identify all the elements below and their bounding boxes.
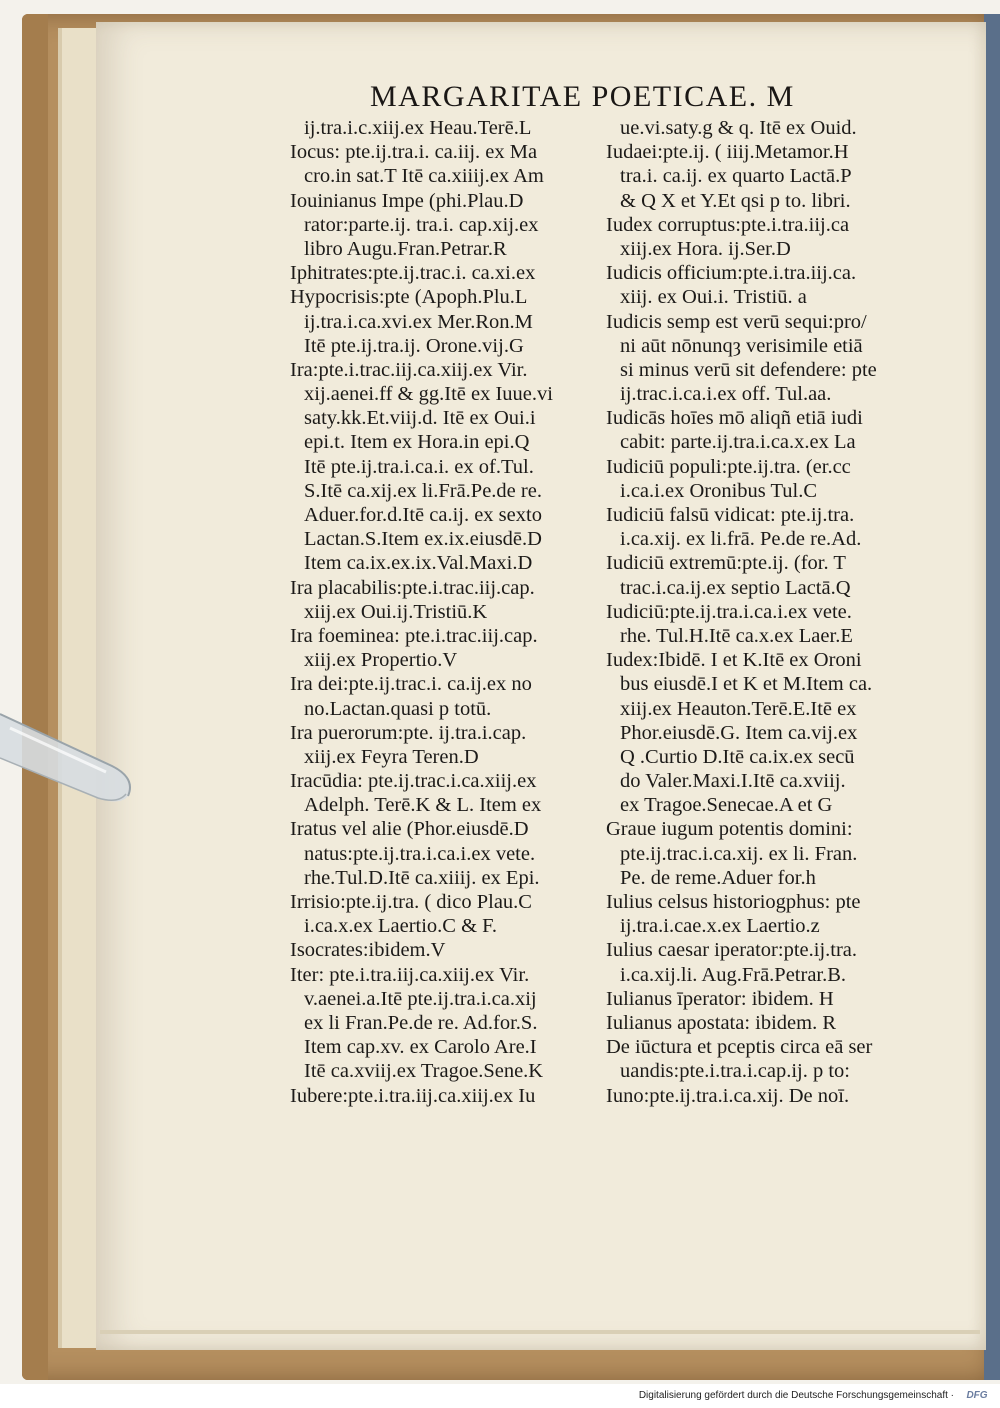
text-line: Graue iugum potentis domini: [606,818,853,841]
text-line: Aduer.for.d.Itē ca.ij. ex sexto [304,504,542,526]
running-head: MARGARITAE POETICAE. M [370,80,795,113]
text-line: ij.tra.i.cae.x.ex Laertio.z [620,915,820,938]
text-line: i.ca.i.ex Oronibus Tul.C [620,479,818,502]
text-line: Iudicās hoīes mō aliqñ etiā iudi [606,407,863,430]
left-text-column [290,116,595,1108]
text-line: Ira foeminea: pte.i.trac.iij.cap. [290,624,538,647]
text-line: cabit: parte.ij.tra.i.ca.x.ex La [620,431,856,454]
text-line: epi.t. Item ex Hora.in epi.Q [304,431,530,454]
text-line: pte.ij.trac.i.ca.xij. ex li. Fran. [620,842,858,865]
text-line: rhe.Tul.D.Itē ca.xiiij. ex Epi. [304,866,540,889]
text-line: Iulius celsus historiogphus: pte [606,891,861,913]
text-line: Iudicis officium:pte.i.tra.iij.ca. [606,262,857,285]
text-line: natus:pte.ij.tra.i.ca.i.ex vete. [304,842,536,865]
text-line: S.Itē ca.xij.ex li.Frā.Pe.de re. [304,479,542,502]
text-line: Ira placabilis:pte.i.trac.iij.cap. [290,576,535,599]
text-line: Irrisio:pte.ij.tra. ( dico Plau.C [290,891,532,913]
text-line: v.aenei.a.Itē pte.ij.tra.i.ca.xij [304,987,537,1010]
text-line: Iter: pte.i.tra.iij.ca.xiij.ex Vir. [290,963,530,986]
text-line: Iudiciū falsū vidicat: pte.ij.tra. [606,504,855,526]
text-line: Iudiciū populi:pte.ij.tra. (er.cc [606,455,851,478]
text-line: i.ca.x.ex Laertio.C & F. [304,915,498,938]
text-line: & Q X et Y.Et qsi p to. libri. [620,189,851,212]
text-line: Item cap.xv. ex Carolo Are.I [304,1036,537,1059]
text-line: Itē pte.ij.tra.i.ca.i. ex of.Tul. [304,455,534,478]
cover-edge [22,14,48,1380]
text-line: Iudiciū:pte.ij.tra.i.ca.i.ex vete. [606,600,852,623]
text-line: xiij.ex Heauton.Terē.E.Itē ex [620,697,857,720]
text-line: trac.i.ca.ij.ex septio Lactā.Q [620,576,851,599]
text-line: rator:parte.ij. tra.i. cap.xij.ex [304,213,539,236]
text-line: Pe. de reme.Aduer for.h [620,866,816,889]
text-line: Isocrates:ibidem.V [290,939,446,962]
text-line: no.Lactan.quasi p totū. [304,697,492,720]
text-line: rhe. Tul.H.Itē ca.x.ex Laer.E [620,624,853,647]
text-line: Iphitrates:pte.ij.trac.i. ca.xi.ex [290,262,536,285]
text-line: Iudex corruptus:pte.i.tra.iij.ca [606,213,850,236]
footer-bar [0,1384,1000,1408]
text-line: Iocus: pte.ij.tra.i. ca.iij. ex Ma [290,141,538,164]
text-line: Itē pte.ij.tra.ij. Orone.vij.G [304,334,524,357]
text-line: Ira puerorum:pte. ij.tra.i.cap. [290,721,527,744]
text-line: xij.aenei.ff & gg.Itē ex Iuue.vi [304,383,553,406]
text-line: Ira:pte.i.trac.iij.ca.xiij.ex Vir. [290,358,528,381]
text-line: Iulianus īperator: ibidem. H [606,987,834,1010]
text-line: Iudaei:pte.ij. ( iiij.Metamor.H [606,141,849,164]
text-line: i.ca.xij. ex li.frā. Pe.de re.Ad. [620,528,862,551]
dfg-logo-icon: DFG [960,1388,994,1403]
text-line: Iracūdia: pte.ij.trac.i.ca.xiij.ex [290,770,537,793]
text-line: Iudiciū extremū:pte.ij. (for. T [606,552,846,575]
text-line: xiij.ex Feyra Teren.D [304,745,479,768]
background-strip [984,14,1000,1380]
text-line: Iulianus apostata: ibidem. R [606,1011,837,1034]
text-line: ex Tragoe.Senecae.A et G [620,794,833,817]
text-line: Q .Curtio D.Itē ca.ix.ex secū [620,745,855,768]
text-line: ue.vi.saty.g & q. Itē ex Ouid. [620,117,857,139]
text-line: xiij.ex Propertio.V [304,649,458,672]
text-line: Iudicis semp est verū sequi:pro/ [606,310,867,333]
text-line: ex li Fran.Pe.de re. Ad.for.S. [304,1011,538,1034]
text-line: ni aūt nōnunqȝ verisimile etiā [620,334,863,357]
text-line: bus eiusdē.I et K et M.Item ca. [620,673,873,696]
text-line: Ira dei:pte.ij.trac.i. ca.ij.ex no [290,673,532,696]
text-line: Iubere:pte.i.tra.iij.ca.xiij.ex Iu [290,1084,536,1107]
text-line: saty.kk.Et.viij.d. Itē ex Oui.i [304,407,536,430]
text-line: Itē ca.xviij.ex Tragoe.Sene.K [304,1060,544,1083]
text-line: i.ca.xij.li. Aug.Frā.Petrar.B. [620,963,847,986]
text-line: Item ca.ix.ex.ix.Val.Maxi.D [304,552,533,575]
text-line: cro.in sat.T Itē ca.xiiij.ex Am [304,165,544,188]
text-line: do Valer.Maxi.I.Itē ca.xviij. [620,770,846,793]
text-line: xiij.ex Hora. ij.Ser.D [620,237,791,260]
text-line: ij.tra.i.ca.xvi.ex Mer.Ron.M [304,310,533,333]
text-line: ij.tra.i.c.xiij.ex Heau.Terē.L [304,117,532,139]
page-bottom-edge [100,1330,980,1334]
text-line: si minus verū sit defendere: pte [620,358,877,381]
text-line: uandis:pte.i.tra.i.cap.ij. p to: [620,1060,851,1083]
text-line: Iudex:Ibidē. I et K.Itē ex Oroni [606,649,862,672]
text-line: Hypocrisis:pte (Apoph.Plu.L [290,286,528,309]
text-line: De iūctura et pceptis circa eā ser [606,1036,873,1059]
text-line: Iuno:pte.ij.tra.i.ca.xij. De noī. [606,1084,850,1107]
text-line: Iulius caesar iperator:pte.ij.tra. [606,939,858,962]
funding-credit: Digitalisierung gefördert durch die Deutsche Forschungsgemeinschaft · [638,1390,954,1401]
text-line: ij.trac.i.ca.i.ex off. Tul.aa. [620,383,832,406]
text-line: tra.i. ca.ij. ex quarto Lactā.P [620,165,852,188]
text-line: Phor.eiusdē.G. Item ca.vij.ex [620,721,858,744]
text-line: Lactan.S.Item ex.ix.eiusdē.D [304,528,542,551]
text-line: Iratus vel alie (Phor.eiusdē.D [290,818,529,841]
text-line: xiij. ex Oui.i. Tristiū. a [620,286,807,309]
text-line: xiij.ex Oui.ij.Tristiū.K [304,600,488,623]
text-line: Adelph. Terē.K & L. Item ex [304,794,542,817]
text-line: libro Augu.Fran.Petrar.R [304,237,507,260]
page-clip-icon [0,706,138,804]
right-text-column [606,116,911,1108]
text-line: Iouinianus Impe (phi.Plau.D [290,189,524,212]
